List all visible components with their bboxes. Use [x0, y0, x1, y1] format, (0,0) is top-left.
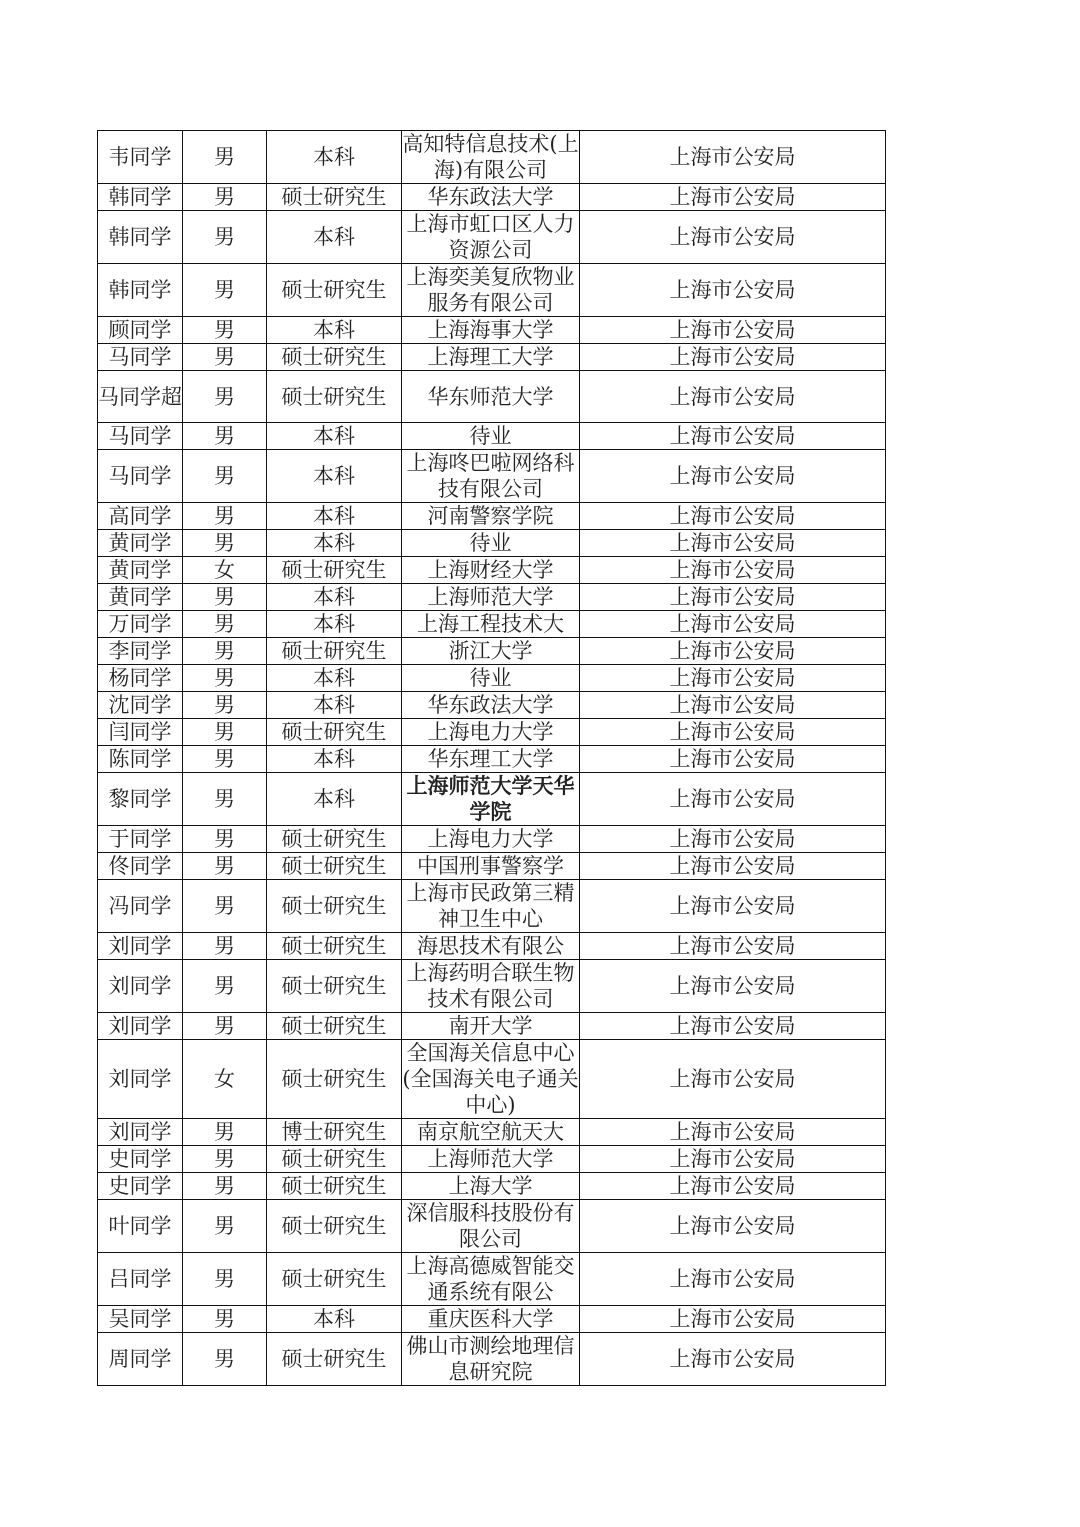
table-row	[98, 1146, 886, 1173]
org-cell: 上海工程技术大	[402, 611, 580, 638]
gender-cell: 男	[183, 692, 267, 719]
org-cell: 浙江大学	[402, 638, 580, 665]
name-cell: 马同学超	[98, 371, 183, 423]
degree-cell: 硕士研究生	[267, 557, 402, 584]
name-cell: 韩同学	[98, 264, 183, 317]
name-cell: 周同学	[98, 1333, 183, 1386]
dept-cell: 上海市公安局	[580, 503, 886, 530]
name-cell: 陈同学	[98, 746, 183, 773]
gender-cell: 女	[183, 1040, 267, 1119]
gender-cell: 男	[183, 933, 267, 960]
gender-cell: 男	[183, 611, 267, 638]
degree-cell: 硕士研究生	[267, 1040, 402, 1119]
degree-cell: 硕士研究生	[267, 826, 402, 853]
name-cell: 杨同学	[98, 665, 183, 692]
table-row	[98, 692, 886, 719]
table-row	[98, 960, 886, 1013]
dept-cell: 上海市公安局	[580, 1013, 886, 1040]
table-row	[98, 611, 886, 638]
name-cell: 黎同学	[98, 773, 183, 826]
table-row	[98, 719, 886, 746]
dept-cell: 上海市公安局	[580, 826, 886, 853]
gender-cell: 男	[183, 1173, 267, 1200]
dept-cell: 上海市公安局	[580, 371, 886, 423]
dept-cell: 上海市公安局	[580, 450, 886, 503]
dept-cell: 上海市公安局	[580, 184, 886, 211]
gender-cell: 男	[183, 1013, 267, 1040]
dept-cell: 上海市公安局	[580, 584, 886, 611]
org-cell: 重庆医科大学	[402, 1306, 580, 1333]
gender-cell: 女	[183, 557, 267, 584]
table-row	[98, 184, 886, 211]
name-cell: 于同学	[98, 826, 183, 853]
org-cell: 上海师范大学	[402, 584, 580, 611]
gender-cell: 男	[183, 1200, 267, 1253]
org-cell: 待业	[402, 530, 580, 557]
name-cell: 韩同学	[98, 184, 183, 211]
dept-cell: 上海市公安局	[580, 423, 886, 450]
name-cell: 黄同学	[98, 584, 183, 611]
dept-cell: 上海市公安局	[580, 344, 886, 371]
name-cell: 万同学	[98, 611, 183, 638]
table-row	[98, 317, 886, 344]
name-cell: 韦同学	[98, 131, 183, 184]
degree-cell: 本科	[267, 773, 402, 826]
degree-cell: 硕士研究生	[267, 853, 402, 880]
gender-cell: 男	[183, 1306, 267, 1333]
table-row	[98, 530, 886, 557]
org-cell: 南开大学	[402, 1013, 580, 1040]
gender-cell: 男	[183, 371, 267, 423]
table-row	[98, 1013, 886, 1040]
gender-cell: 男	[183, 746, 267, 773]
table-row	[98, 450, 886, 503]
name-cell: 马同学	[98, 344, 183, 371]
org-cell: 上海市民政第三精神卫生中心	[402, 880, 580, 933]
name-cell: 李同学	[98, 638, 183, 665]
dept-cell: 上海市公安局	[580, 638, 886, 665]
degree-cell: 本科	[267, 584, 402, 611]
name-cell: 佟同学	[98, 853, 183, 880]
gender-cell: 男	[183, 344, 267, 371]
table-row	[98, 665, 886, 692]
name-cell: 马同学	[98, 450, 183, 503]
org-cell: 上海海事大学	[402, 317, 580, 344]
name-cell: 刘同学	[98, 1040, 183, 1119]
gender-cell: 男	[183, 530, 267, 557]
dept-cell: 上海市公安局	[580, 692, 886, 719]
name-cell: 吕同学	[98, 1253, 183, 1306]
name-cell: 叶同学	[98, 1200, 183, 1253]
org-cell: 上海财经大学	[402, 557, 580, 584]
gender-cell: 男	[183, 450, 267, 503]
degree-cell: 本科	[267, 746, 402, 773]
degree-cell: 硕士研究生	[267, 1173, 402, 1200]
name-cell: 沈同学	[98, 692, 183, 719]
degree-cell: 硕士研究生	[267, 1013, 402, 1040]
org-cell: 上海高德威智能交通系统有限公	[402, 1253, 580, 1306]
degree-cell: 本科	[267, 317, 402, 344]
degree-cell: 硕士研究生	[267, 1200, 402, 1253]
degree-cell: 本科	[267, 131, 402, 184]
degree-cell: 硕士研究生	[267, 264, 402, 317]
table-row	[98, 211, 886, 264]
table-row	[98, 1040, 886, 1119]
degree-cell: 硕士研究生	[267, 880, 402, 933]
gender-cell: 男	[183, 264, 267, 317]
table-row	[98, 638, 886, 665]
name-cell: 冯同学	[98, 880, 183, 933]
org-cell: 海思技术有限公	[402, 933, 580, 960]
name-cell: 高同学	[98, 503, 183, 530]
degree-cell: 硕士研究生	[267, 719, 402, 746]
gender-cell: 男	[183, 131, 267, 184]
dept-cell: 上海市公安局	[580, 1119, 886, 1146]
org-cell: 南京航空航天大	[402, 1119, 580, 1146]
table-row	[98, 1173, 886, 1200]
name-cell: 顾同学	[98, 317, 183, 344]
table-row	[98, 1119, 886, 1146]
gender-cell: 男	[183, 665, 267, 692]
dept-cell: 上海市公安局	[580, 853, 886, 880]
table-row	[98, 853, 886, 880]
degree-cell: 硕士研究生	[267, 1146, 402, 1173]
table-row	[98, 1333, 886, 1386]
table-row	[98, 264, 886, 317]
gender-cell: 男	[183, 423, 267, 450]
gender-cell: 男	[183, 719, 267, 746]
table-row	[98, 423, 886, 450]
gender-cell: 男	[183, 880, 267, 933]
org-cell: 河南警察学院	[402, 503, 580, 530]
gender-cell: 男	[183, 1253, 267, 1306]
dept-cell: 上海市公安局	[580, 665, 886, 692]
dept-cell: 上海市公安局	[580, 264, 886, 317]
org-cell: 上海咚巴啦网络科技有限公司	[402, 450, 580, 503]
dept-cell: 上海市公安局	[580, 773, 886, 826]
name-cell: 吴同学	[98, 1306, 183, 1333]
gender-cell: 男	[183, 638, 267, 665]
name-cell: 马同学	[98, 423, 183, 450]
gender-cell: 男	[183, 1119, 267, 1146]
name-cell: 刘同学	[98, 933, 183, 960]
dept-cell: 上海市公安局	[580, 960, 886, 1013]
table-row	[98, 584, 886, 611]
org-cell: 待业	[402, 423, 580, 450]
org-cell: 佛山市测绘地理信息研究院	[402, 1333, 580, 1386]
org-cell: 上海师范大学天华学院	[402, 773, 580, 826]
gender-cell: 男	[183, 317, 267, 344]
degree-cell: 硕士研究生	[267, 371, 402, 423]
table-row	[98, 131, 886, 184]
degree-cell: 博士研究生	[267, 1119, 402, 1146]
table-row	[98, 773, 886, 826]
dept-cell: 上海市公安局	[580, 1333, 886, 1386]
table-row	[98, 880, 886, 933]
gender-cell: 男	[183, 1146, 267, 1173]
gender-cell: 男	[183, 773, 267, 826]
table-row	[98, 1253, 886, 1306]
degree-cell: 硕士研究生	[267, 960, 402, 1013]
name-cell: 韩同学	[98, 211, 183, 264]
org-cell: 中国刑事警察学	[402, 853, 580, 880]
degree-cell: 硕士研究生	[267, 933, 402, 960]
name-cell: 刘同学	[98, 960, 183, 1013]
table-row	[98, 933, 886, 960]
dept-cell: 上海市公安局	[580, 1306, 886, 1333]
dept-cell: 上海市公安局	[580, 1146, 886, 1173]
degree-cell: 本科	[267, 450, 402, 503]
degree-cell: 硕士研究生	[267, 344, 402, 371]
degree-cell: 硕士研究生	[267, 1333, 402, 1386]
table-row	[98, 826, 886, 853]
table-row	[98, 1200, 886, 1253]
name-cell: 史同学	[98, 1173, 183, 1200]
gender-cell: 男	[183, 503, 267, 530]
name-cell: 刘同学	[98, 1119, 183, 1146]
dept-cell: 上海市公安局	[580, 1173, 886, 1200]
gender-cell: 男	[183, 211, 267, 264]
degree-cell: 本科	[267, 423, 402, 450]
degree-cell: 本科	[267, 503, 402, 530]
name-cell: 闫同学	[98, 719, 183, 746]
dept-cell: 上海市公安局	[580, 211, 886, 264]
degree-cell: 硕士研究生	[267, 1253, 402, 1306]
name-cell: 刘同学	[98, 1013, 183, 1040]
gender-cell: 男	[183, 853, 267, 880]
table-row	[98, 557, 886, 584]
org-cell: 上海电力大学	[402, 719, 580, 746]
dept-cell: 上海市公安局	[580, 611, 886, 638]
org-cell: 华东政法大学	[402, 692, 580, 719]
roster-table	[97, 130, 886, 1386]
degree-cell: 本科	[267, 530, 402, 557]
table-row	[98, 746, 886, 773]
org-cell: 深信服科技股份有限公司	[402, 1200, 580, 1253]
dept-cell: 上海市公安局	[580, 746, 886, 773]
table-row	[98, 1306, 886, 1333]
degree-cell: 本科	[267, 692, 402, 719]
org-cell: 华东师范大学	[402, 371, 580, 423]
org-cell: 上海师范大学	[402, 1146, 580, 1173]
name-cell: 黄同学	[98, 530, 183, 557]
org-cell: 高知特信息技术(上海)有限公司	[402, 132, 579, 182]
org-cell: 华东政法大学	[402, 184, 580, 211]
gender-cell: 男	[183, 1333, 267, 1386]
org-cell: 上海大学	[402, 1173, 580, 1200]
gender-cell: 男	[183, 826, 267, 853]
dept-cell: 上海市公安局	[580, 131, 886, 184]
org-cell: 上海奕美复欣物业服务有限公司	[402, 264, 580, 317]
org-cell: 上海理工大学	[402, 344, 580, 371]
degree-cell: 硕士研究生	[267, 638, 402, 665]
name-cell: 黄同学	[98, 557, 183, 584]
org-cell: 全国海关信息中心(全国海关电子通关中心)	[402, 1041, 579, 1117]
dept-cell: 上海市公安局	[580, 557, 886, 584]
dept-cell: 上海市公安局	[580, 1253, 886, 1306]
gender-cell: 男	[183, 960, 267, 1013]
table-row	[98, 503, 886, 530]
roster-body	[98, 131, 886, 1386]
degree-cell: 本科	[267, 665, 402, 692]
dept-cell: 上海市公安局	[580, 317, 886, 344]
org-cell: 上海电力大学	[402, 826, 580, 853]
gender-cell: 男	[183, 184, 267, 211]
org-cell: 华东理工大学	[402, 746, 580, 773]
table-row	[98, 344, 886, 371]
dept-cell: 上海市公安局	[580, 719, 886, 746]
gender-cell: 男	[183, 584, 267, 611]
org-cell: 上海市虹口区人力资源公司	[402, 211, 580, 264]
degree-cell: 本科	[267, 611, 402, 638]
dept-cell: 上海市公安局	[580, 933, 886, 960]
name-cell: 史同学	[98, 1146, 183, 1173]
dept-cell: 上海市公安局	[580, 1040, 886, 1119]
org-cell: 待业	[402, 665, 580, 692]
degree-cell: 本科	[267, 211, 402, 264]
degree-cell: 硕士研究生	[267, 184, 402, 211]
table-row	[98, 371, 886, 423]
degree-cell: 本科	[267, 1306, 402, 1333]
dept-cell: 上海市公安局	[580, 530, 886, 557]
dept-cell: 上海市公安局	[580, 1200, 886, 1253]
org-cell: 上海药明合联生物技术有限公司	[402, 960, 580, 1013]
dept-cell: 上海市公安局	[580, 880, 886, 933]
